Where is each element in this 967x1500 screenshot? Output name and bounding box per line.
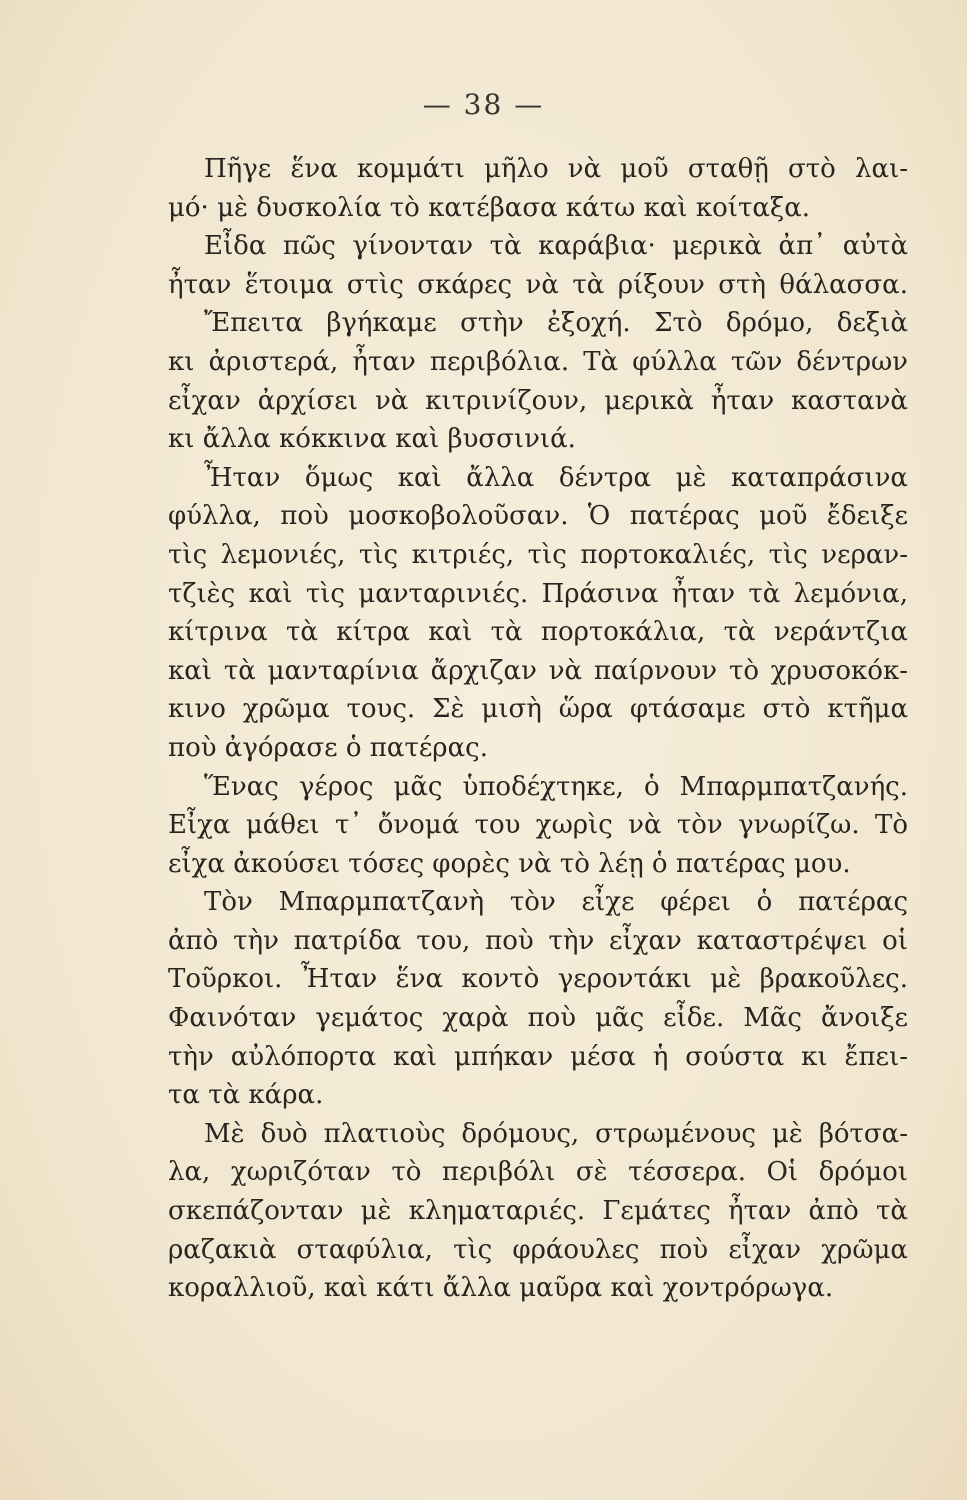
text-line: Φαινόταν γεμάτος χαρὰ ποὺ μᾶς εἶδε. Μᾶς ἄνοιξε	[168, 1003, 908, 1034]
text-line: μό· μὲ δυσκολία τὸ κατέβασα κάτω καὶ κοίταξα.	[168, 192, 811, 223]
text-line: τὶς λεμονιές, τὶς κιτριές, τὶς πορτοκαλιές, τὶς νεραν-	[168, 539, 908, 570]
text-line: κινο χρῶμα τους. Σὲ μισὴ ὥρα φτάσαμε στὸ κτῆμα	[168, 694, 908, 725]
text-line: Ἔπειτα βγήκαμε στὴν ἐξοχή. Στὸ δρόμο, δεξιὰ	[204, 308, 908, 339]
text-line: Τὸν Μπαρμπατζανὴ τὸν εἶχε φέρει ὁ πατέρας	[204, 887, 908, 918]
text-line: λα, χωριζόταν τὸ περιβόλι σὲ τέσσερα. Οἱ δρόμοι	[168, 1157, 908, 1188]
text-line: Ἕνας γέρος μᾶς ὑποδέχτηκε, ὁ Μπαρμπατζανής.	[204, 771, 908, 802]
text-line: κοραλλιοῦ, καὶ κάτι ἄλλα μαῦρα καὶ χοντρόρωγα.	[168, 1273, 834, 1304]
text-line: Ἦταν ὅμως καὶ ἄλλα δέντρα μὲ καταπράσινα	[204, 462, 908, 493]
text-line: ραζακιὰ σταφύλια, τὶς φράουλες ποὺ εἶχαν χρῶμα	[168, 1234, 908, 1265]
text-line: σκεπάζονταν μὲ κληματαριές. Γεμάτες ἦταν ἀπὸ τὰ	[168, 1196, 908, 1227]
text-line: τζιὲς καὶ τὶς μανταρινιές. Πράσινα ἦταν τὰ λεμόνια,	[168, 578, 908, 609]
text-line: κι ἀριστερά, ἦταν περιβόλια. Τὰ φύλλα τῶν δέντρων	[168, 346, 908, 377]
body-text	[168, 150, 908, 1308]
text-line: εἶχαν ἀρχίσει νὰ κιτρινίζουν, μερικὰ ἦταν καστανὰ	[168, 385, 908, 416]
text-line: κι ἄλλα κόκκινα καὶ βυσσινιά.	[168, 424, 576, 455]
text-line: εἶχα ἀκούσει τόσες φορὲς νὰ τὸ λέῃ ὁ πατέρας μου.	[168, 848, 851, 879]
text-line: φύλλα, ποὺ μοσκοβολοῦσαν. Ὁ πατέρας μοῦ ἔδειξε	[168, 501, 908, 532]
text-line: κίτρινα τὰ κίτρα καὶ τὰ πορτοκάλια, τὰ νεράντζια	[168, 617, 908, 648]
text-line: Μὲ δυὸ πλατιοὺς δρόμους, στρωμένους μὲ βότσα-	[204, 1118, 908, 1149]
text-line: ποὺ ἀγόρασε ὁ πατέρας.	[168, 732, 488, 763]
text-line: Εἶδα πῶς γίνονταν τὰ καράβια· μερικὰ ἀπ᾽ αὐτὰ	[204, 231, 908, 262]
text-line: ἦταν ἕτοιμα στὶς σκάρες νὰ τὰ ρίξουν στὴ θάλασσα.	[168, 269, 908, 300]
text-line: καὶ τὰ μανταρίνια ἄρχιζαν νὰ παίρνουν τὸ χρυσοκόκ-	[168, 655, 908, 686]
text-line: Τοῦρκοι. Ἦταν ἕνα κοντὸ γεροντάκι μὲ βρακοῦλες.	[168, 964, 908, 995]
text-line: Πῆγε ἕνα κομμάτι μῆλο νὰ μοῦ σταθῇ στὸ λαι-	[204, 154, 908, 184]
text-line: ἀπὸ τὴν πατρίδα του, ποὺ τὴν εἶχαν καταστρέψει οἱ	[168, 925, 908, 956]
text-line: Εἶχα μάθει τ᾽ ὄνομά του χωρὶς νὰ τὸν γνωρίζω. Τὸ	[168, 810, 908, 841]
text-line: τὴν αὐλόπορτα καὶ μπήκαν μέσα ἡ σούστα κι ἔπει-	[168, 1041, 908, 1072]
page-number: — 38 —	[422, 88, 545, 121]
text-line: τα τὰ κάρα.	[168, 1080, 324, 1111]
